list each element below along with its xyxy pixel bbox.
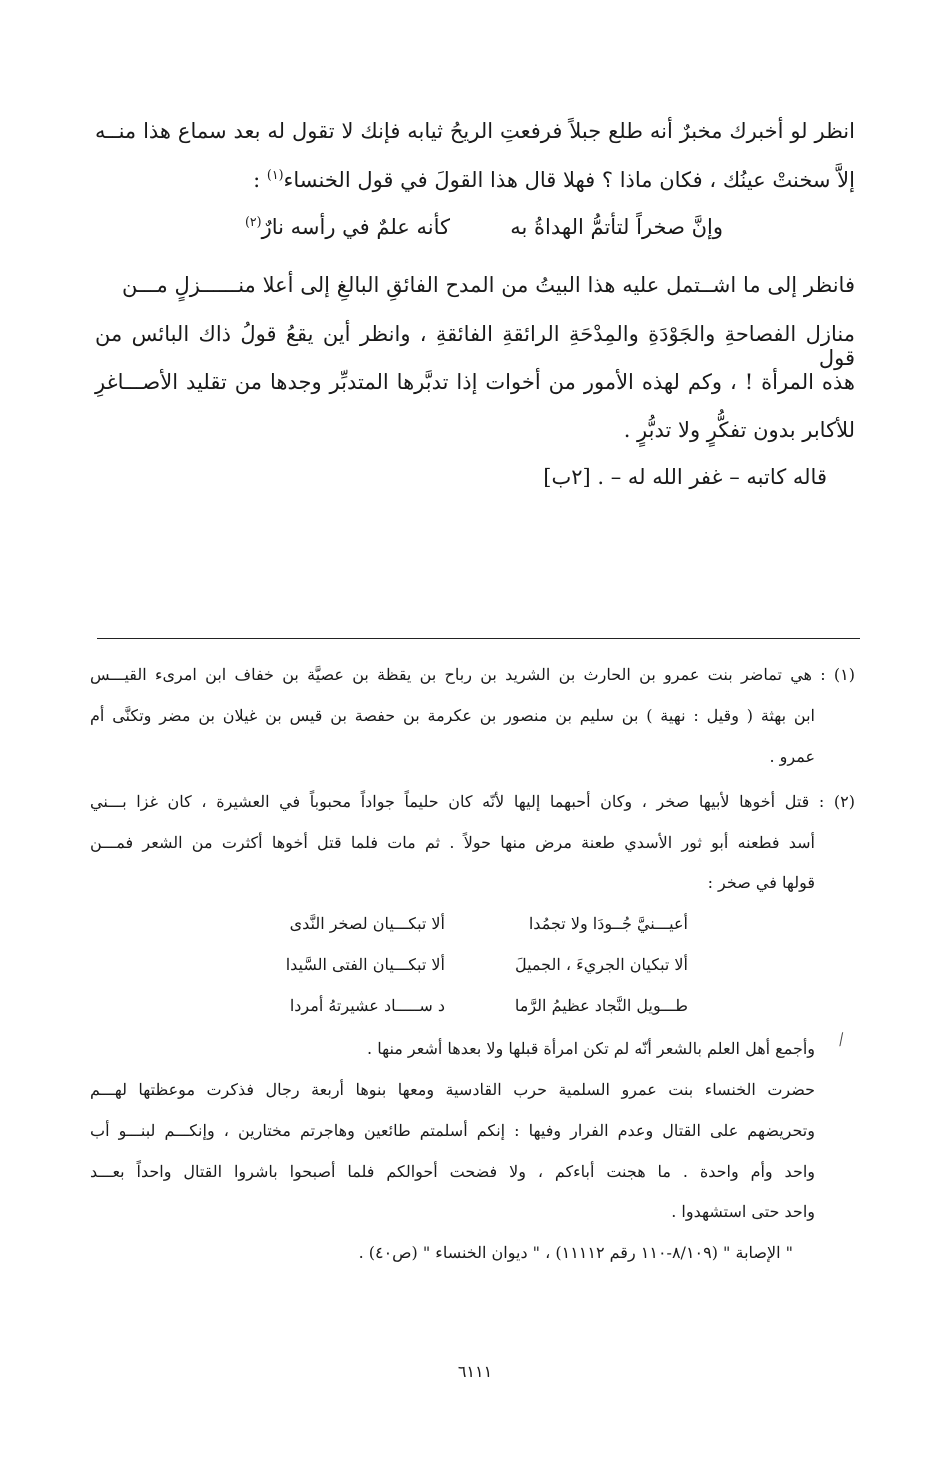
footnote-line: واحد وأم واحدة . ما هجنت أباءكم ، ولا فضحت أحوالكم فلما أصبحوا باشروا القتال واحداً بعـــد	[90, 1162, 815, 1181]
body-line: فانظر إلى ما اشــتمل عليه هذا البيتُ من المدح الفائقِ البالغِ إلى أعلا منــــــزلٍ مـــن	[122, 273, 855, 297]
footnote-line: (١) : هي تماضر بنت عمرو بن الحارث بن الشريد بن رباح بن يقظة بن عصيَّة بن خفاف ابن امرىء القيـــس	[90, 665, 855, 684]
poem-hemistich-left: د ســـــاد عشيرتهُ أمردا	[289, 996, 445, 1015]
verse-text: كأنه علمٌ في رأسه نارٌ	[261, 215, 450, 239]
footnote-line: عمرو .	[769, 747, 815, 766]
poem-hemistich-right: طـــويل النَّجاد عظيمُ الرَّما	[514, 996, 688, 1015]
footnote-ref: (١)	[266, 167, 284, 182]
body-line: هذه المرأة ! ، وكم لهذه الأمور من أخوات إذا تدبَّرها المتدبِّر وجدها من تقليد الأصـــاغرِ	[95, 370, 855, 394]
body-line: انظر لو أخبرك مخبرٌ أنه طلع جبلاً فرفعتِ الريحُ ثيابه فإنك لا تقول له بعد سماع هذا منــه	[95, 119, 855, 143]
poem-hemistich-left: ألا تبكـــيان لصخر النَّدى	[289, 914, 445, 933]
margin-mark: ⁄	[836, 1030, 846, 1049]
footnote-line: ابن بهثة ( وقيل : نهية ) بن سليم بن منصور بن عكرمة بن حفصة بن قيس بن غيلان بن مضر وتكنَّى أم	[90, 706, 815, 725]
poem-hemistich-left: ألا تبكـــيان الفتى السَّيدا	[285, 955, 445, 974]
body-line: منازل الفصاحةِ والجَوْدَةِ والمِدْحَةِ الرائقةِ الفائقةِ ، وانظر أين يقعُ قولُ ذاك البائس من قول	[95, 322, 855, 370]
verse-hemistich-right: وإنَّ صخراً لتأتمُّ الهداةُ به	[510, 215, 723, 239]
footnote-line: قولها في صخر :	[707, 873, 815, 892]
footnote-line: وأجمع أهل العلم بالشعر أنّه لم تكن امرأة قبلها ولا بعدها أشعر منها .	[367, 1039, 815, 1058]
page-number: ٦١١١	[457, 1362, 493, 1381]
body-text: :	[253, 168, 267, 192]
verse-hemistich-left	[245, 215, 450, 239]
footnote-ref: (٢)	[244, 214, 262, 229]
body-line: للأكابر بدون تفكُّرٍ ولا تدبُّرٍ .	[623, 418, 855, 442]
footnote-line: حضرت الخنساء بنت عمرو السلمية حرب القادسية ومعها بنوها أربعة رجال فذكرت موعظتها لهـــم	[90, 1080, 815, 1099]
poem-hemistich-right: ألا تبكيان الجريءَ ، الجميلَ	[514, 955, 688, 974]
closing-line: قاله كاتبه – غفر الله له – . [٢ب]	[543, 465, 827, 489]
body-line	[253, 168, 855, 192]
poem-hemistich-right: أعيـــنيَّ جُــودَا ولا تجمُدا	[528, 914, 688, 933]
footnote-line: واحد حتى استشهدوا .	[671, 1202, 815, 1221]
body-text: إلاَّ سخنتْ عينُك ، فكان ماذا ؟ فهلا قال هذا القولَ في قول الخنساء	[283, 168, 855, 192]
footnote-line: وتحريضهم على القتال وعدم الفرار وفيها : إنكم أسلمتم طائعين وهاجرتم مختارين ، وإنكـــم لبنـــو أب	[90, 1121, 815, 1140]
footnote-line: أسد فطعنه أبو ثور الأسدي طعنة مرض منها حولاً . ثم مات فلما قتل أخوها أكثرت من الشعر فمـــن	[90, 833, 815, 852]
footnote-line: (٢) : قتل أخوها لأبيها صخر ، وكان أحبهما إليها لأنّه كان حليماً جواداً محبوباً في العشيرة ، كان غزا بـــني	[90, 792, 855, 811]
footnote-separator	[97, 638, 860, 639]
footnote-source: " الإصابة " (٨/١٠٩-١١٠ رقم ١١١١٢) ، " ديوان الخنساء " (ص٤٠) .	[358, 1243, 793, 1262]
